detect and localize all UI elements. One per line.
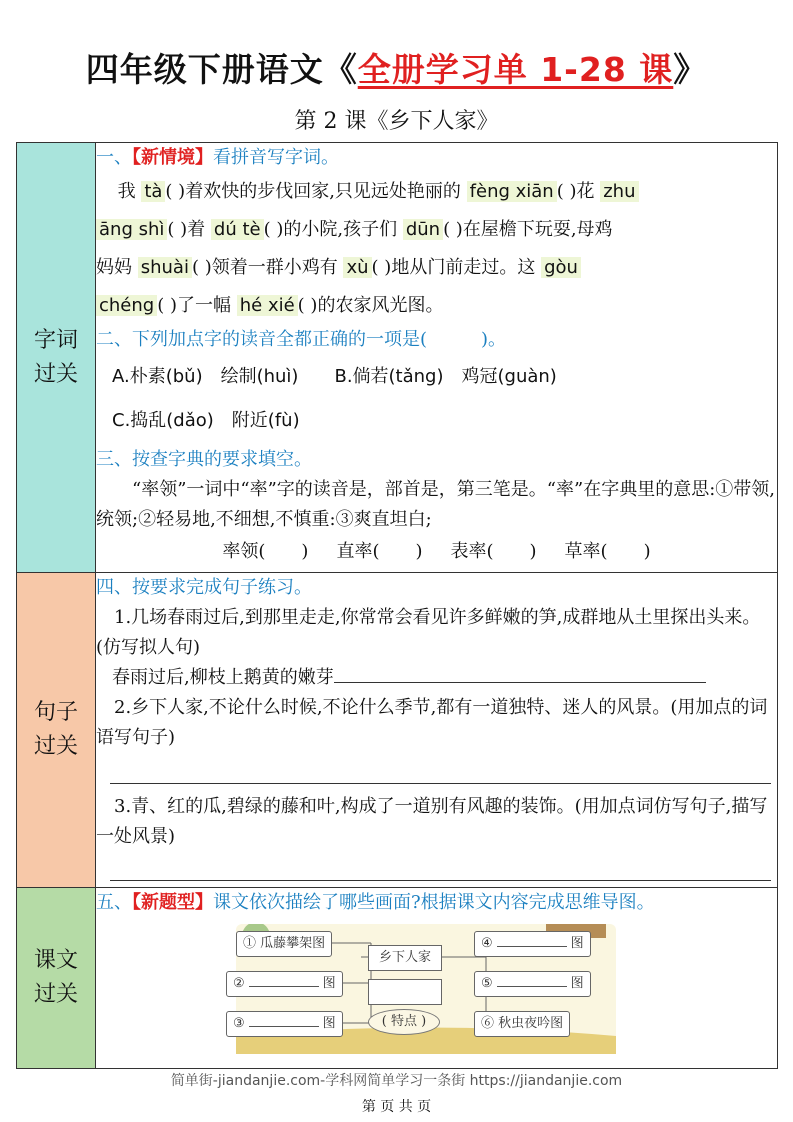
q5-heading: 五、【新题型】课文依次描绘了哪些画面?根据课文内容完成思维导图。 <box>96 892 655 913</box>
title-suffix: 》 <box>673 50 708 89</box>
map-center-title: 乡下人家 <box>368 945 442 971</box>
map-trait-oval: ( 特点 ) <box>368 1009 440 1035</box>
map-box-5[interactable]: ⑤ 图 <box>474 971 591 997</box>
q1-paragraph-2: āng shì ( )着 dú tè ( )的小院,孩子们 dūn ( )在屋檐下玩耍,母鸡 <box>96 211 777 249</box>
map-box-1: ① 瓜藤攀架图 <box>236 931 332 957</box>
title-highlight: 全册学习单 1-28 课 <box>357 50 674 89</box>
q3-heading: 三、按查字典的要求填空。 <box>96 449 312 470</box>
q2-heading: 二、下列加点字的读音全都正确的一项是( )。 <box>96 329 507 350</box>
page-title <box>0 44 793 91</box>
q3-body: “率领”一词中“率”字的读音是，部首是，第三笔是。“率”在字典里的意思:①带领,统领;②轻易地,不细想,不慎重:③爽直坦白; <box>96 479 775 530</box>
q4-sentence-2: 2.乡下人家,不论什么时候,不论什么季节,都有一道独特、迷人的风景。(用加点的词语写句子) <box>96 697 768 748</box>
q3-words: 率领( ) 直率( ) 表率( ) 草率( ) <box>222 541 651 562</box>
section-sentences-content <box>96 573 778 888</box>
q1-paragraph: 我 tà ( )着欢快的步伐回家,只见远处艳丽的 fèng xiān ( )花 zhu <box>96 173 777 211</box>
q4-sentence-3: 3.青、红的瓜,碧绿的藤和叶,构成了一道别有风趣的装饰。(用加点词仿写句子,描写一处风景) <box>96 796 768 847</box>
section-text-content <box>96 888 778 1069</box>
lesson-subtitle: 第 2 课《乡下人家》 <box>294 109 499 134</box>
section-label-words: 字词 过关 <box>17 143 96 573</box>
q4-sentence-1b: 春雨过后,柳枝上鹅黄的嫩芽 <box>96 663 777 693</box>
map-box-4[interactable]: ④ 图 <box>474 931 591 957</box>
title-prefix: 四年级下册语文《 <box>85 50 358 89</box>
q2-option-c: C.捣乱(dǎo) 附近(fù) <box>112 410 300 431</box>
map-center-blank[interactable] <box>368 979 442 1005</box>
footer-source: 简单街-jiandanjie.com-学科网简单学习一条街 https://jiandanjie.com <box>170 1073 623 1089</box>
q1-paragraph-4: chéng ( )了一幅 hé xié ( )的农家风光图。 <box>96 287 777 325</box>
map-box-6: ⑥ 秋虫夜吟图 <box>474 1011 570 1037</box>
q4-sentence-1: 1.几场春雨过后,到那里走走,你常常会看见许多鲜嫩的笋,成群地从土里探出头来。(仿写拟人句) <box>96 607 761 658</box>
q4-answer-line-2[interactable] <box>110 761 771 784</box>
mind-map <box>96 924 777 1064</box>
section-words-content <box>96 143 778 573</box>
q4-heading: 四、按要求完成句子练习。 <box>96 577 312 598</box>
section-label-sentences: 句子 过关 <box>17 573 96 888</box>
map-box-3[interactable]: ③ 图 <box>226 1011 343 1037</box>
q1-paragraph-3: 妈妈 shuài ( )领着一群小鸡有 xù ( )地从门前走过。这 gòu <box>96 249 777 287</box>
q1-heading: 一、【新情境】看拼音写字词。 <box>96 147 339 168</box>
q2-options-ab: A.朴素(bǔ) 绘制(huì) B.倘若(tǎng) 鸡冠(guàn) <box>112 366 557 387</box>
map-box-2[interactable]: ② 图 <box>226 971 343 997</box>
section-label-text: 课文 过关 <box>17 888 96 1069</box>
worksheet-table <box>16 142 778 1069</box>
page-number: 第 页 共 页 <box>361 1099 432 1115</box>
q4-answer-line-3[interactable] <box>110 858 771 881</box>
